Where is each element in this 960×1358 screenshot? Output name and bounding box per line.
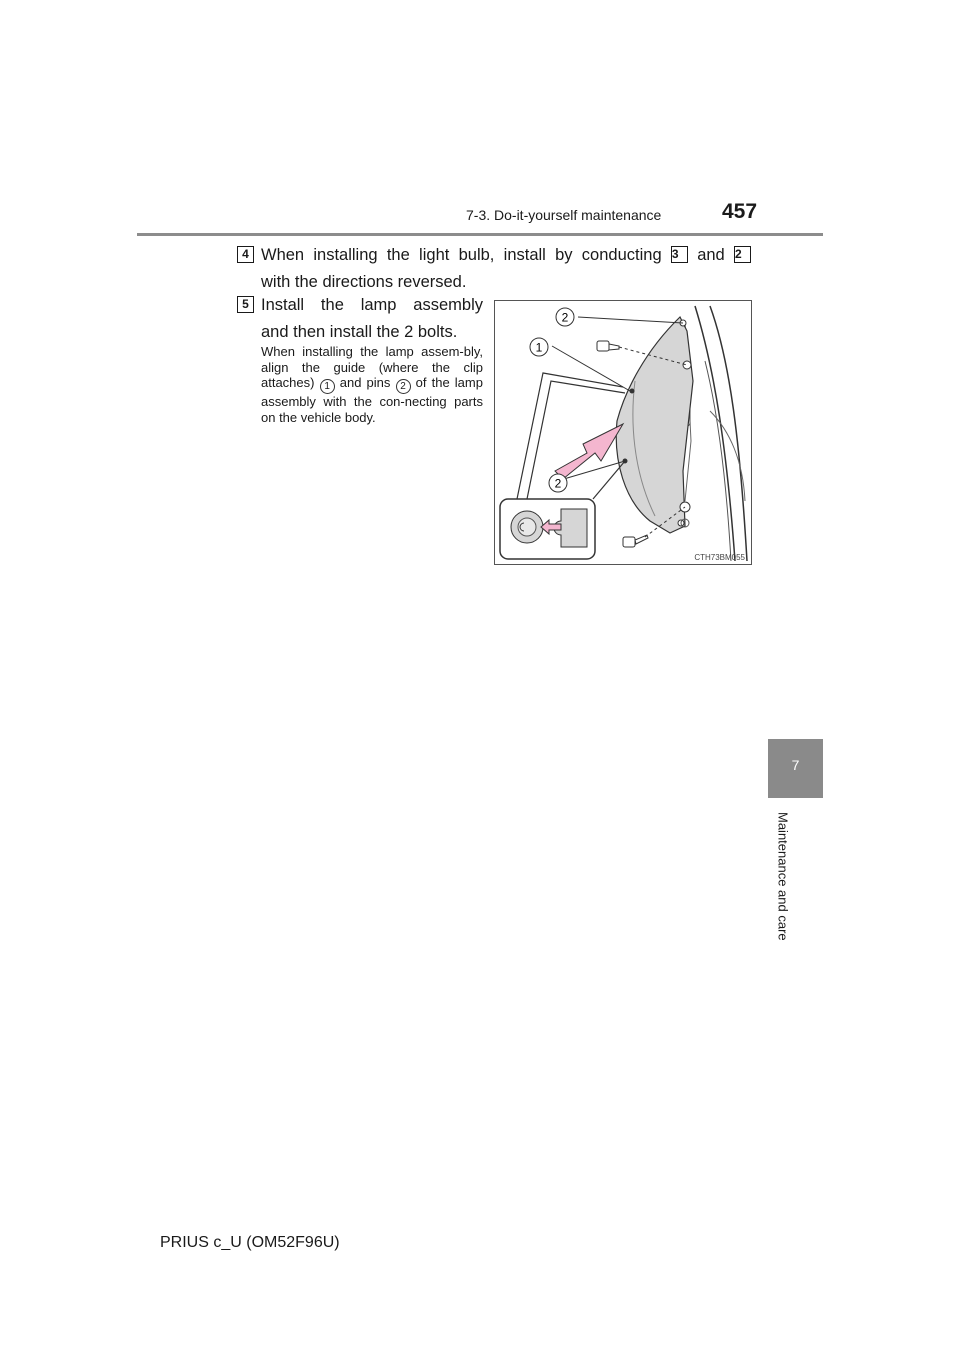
- step4-text-b: with the directions reversed.: [261, 273, 467, 291]
- note-ref-2: 2: [396, 379, 411, 394]
- chapter-number: 7: [791, 757, 800, 773]
- page-number: 457: [722, 200, 758, 223]
- note-text-c: of the lamp assembly with the con-necting parts on the vehicle body.: [261, 375, 483, 425]
- note-ref-1: 1: [320, 379, 335, 394]
- chapter-label: Maintenance and care: [775, 812, 791, 941]
- step5-line2: and then install the 2 bolts.: [261, 323, 458, 341]
- step-ref-2: 2: [734, 246, 751, 263]
- step5-line1: Install the lamp assembly: [261, 296, 483, 314]
- detail-inset: [500, 499, 595, 559]
- header-divider: [137, 233, 823, 236]
- note-text-b: and pins: [339, 375, 391, 390]
- step-number-5: 5: [237, 296, 254, 313]
- step4-text-a: When installing the light bulb, install by conducting: [261, 246, 662, 264]
- figure-code: CTH73BM055: [694, 553, 745, 562]
- lamp-assembly: [616, 317, 693, 533]
- step-number-4: 4: [237, 246, 254, 263]
- chapter-label-wrap: [773, 812, 793, 962]
- lamp-installation-figure: [494, 300, 752, 565]
- step5-text: [261, 292, 483, 346]
- bolt-bottom-icon: [623, 535, 648, 547]
- step4-and: and: [697, 246, 725, 264]
- step5-note: [261, 344, 483, 425]
- note-text-a: When installing the lamp assem-bly, align the guide (where the clip attaches): [261, 344, 483, 390]
- bolt-top-icon: [597, 341, 619, 351]
- callout-guide-1: 1: [535, 340, 543, 355]
- step-ref-3: 3: [671, 246, 688, 263]
- lamp-diagram: [495, 301, 751, 564]
- section-title: 7-3. Do-it-yourself maintenance: [466, 207, 662, 223]
- footer-model: PRIUS c_U (OM52F96U): [160, 1234, 340, 1251]
- step4-text: [261, 242, 751, 296]
- chapter-tab: [768, 739, 823, 798]
- callout-bottom-2: 2: [554, 476, 562, 491]
- callout-top-2: 2: [561, 310, 569, 325]
- insert-direction-arrow-icon: [555, 424, 623, 479]
